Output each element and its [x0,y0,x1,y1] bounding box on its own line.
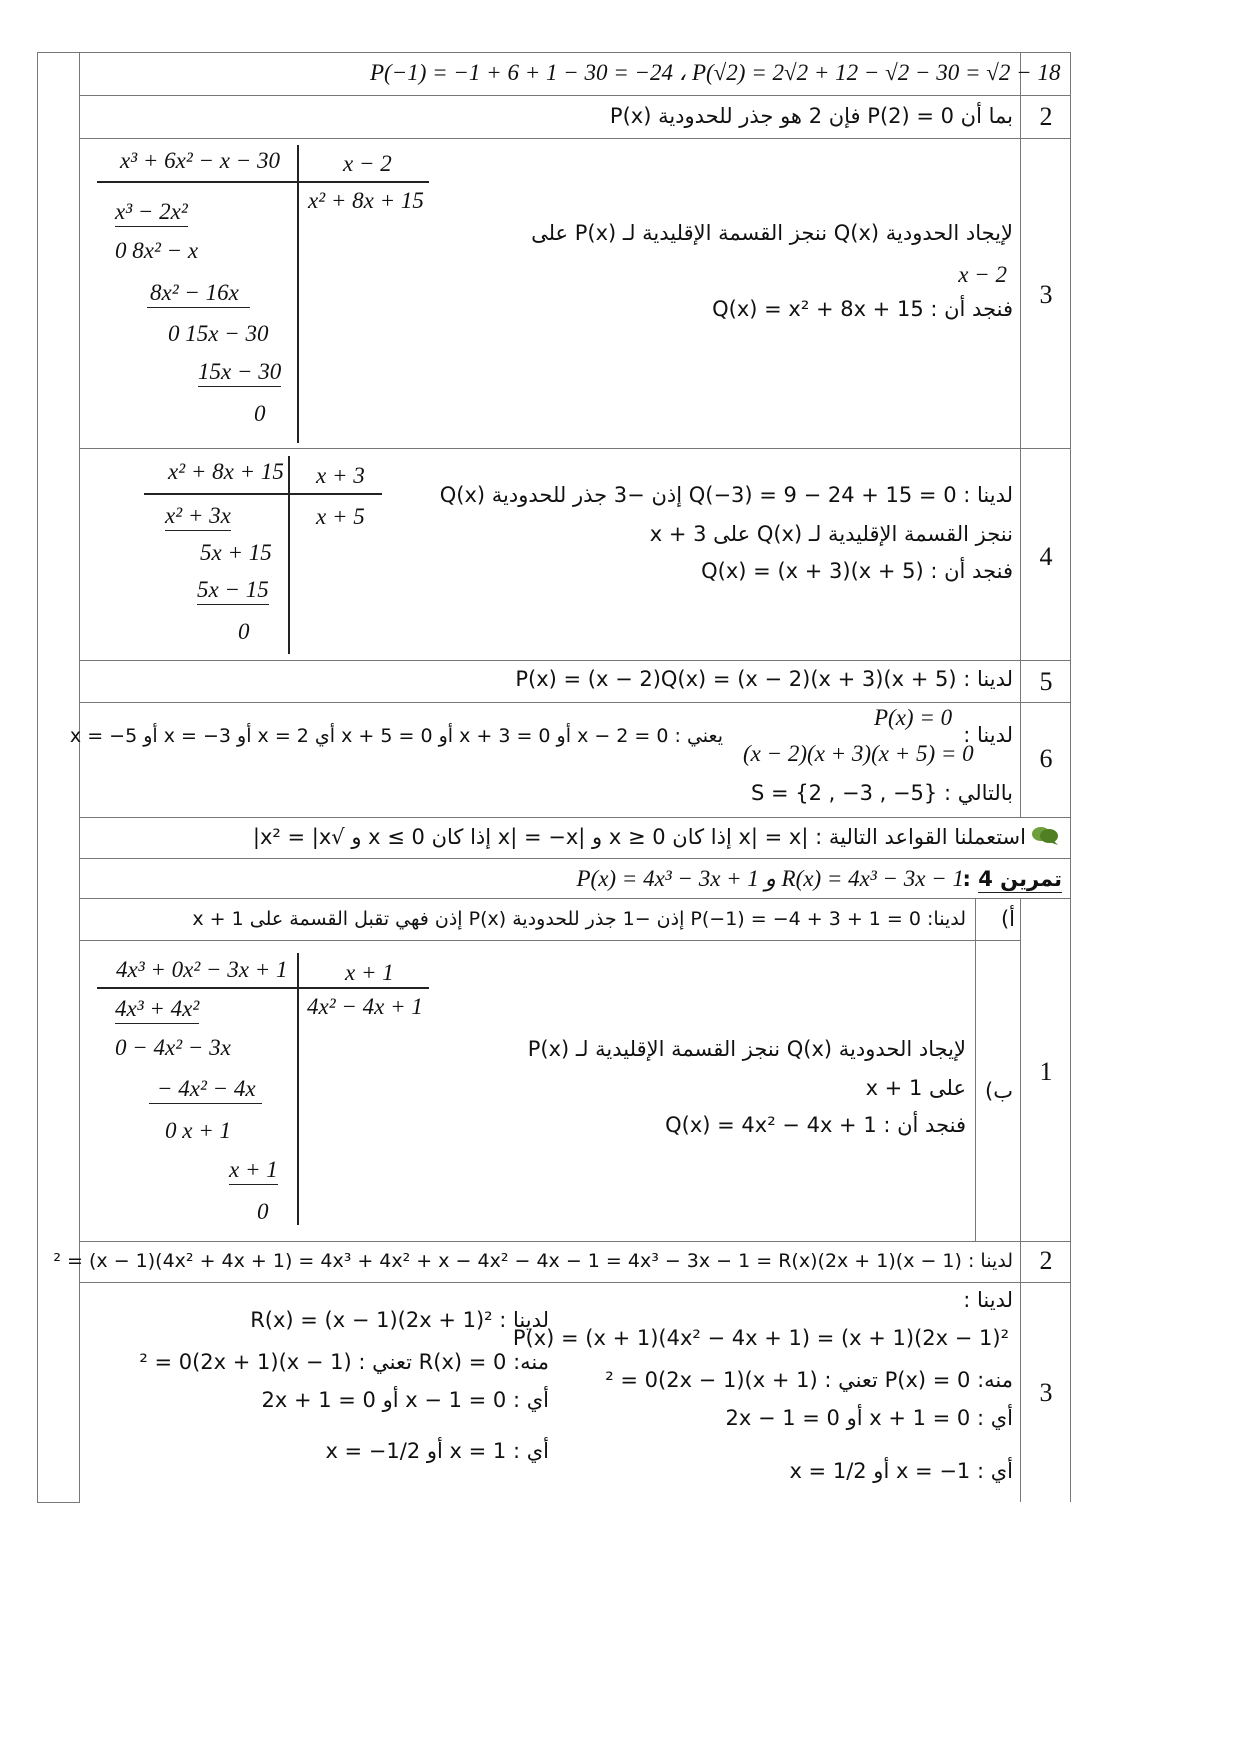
division-dividend: x² + 8x + 15 [168,459,284,484]
division-bar-horizontal [97,987,429,989]
division-step: x³ − 2x² [115,199,188,227]
division-step: 5x − 15 [197,577,269,605]
sub-label: أ) [1000,907,1015,931]
part3-left-line: لدينا : R(x) = (x − 1)(2x + 1)² [250,1308,549,1332]
row-sep [79,1282,1071,1283]
row-sep [79,817,1071,818]
division-quotient: 4x² − 4x + 1 [307,994,423,1019]
row-sep [79,702,1071,703]
row4-line3: فنجد أن : Q(x) = (x + 3)(x + 5) [701,559,1013,583]
division-quotient: x² + 8x + 15 [308,188,424,213]
part3-right-line: أي : x = −1 أو x = 1/2 [789,1459,1013,1483]
division-divisor: x + 3 [316,463,365,488]
division-step: 8x² − 16x [150,280,239,305]
row4-line1: لدينا : Q(−3) = 9 − 24 + 15 = 0 إذن −3 جذر للحدودية Q(x) [439,483,1013,507]
row3-line1: لإيجاد الحدودية Q(x) ننجز القسمة الإقليدية لـ P(x) على [531,221,1013,245]
rules-note: استعملنا القواعد التالية : |x| = x إذا كان x ≥ 0 و |x| = −x إذا كان x ≤ 0 و √x² = |x| [252,825,1026,849]
division-step: 15x − 30 [198,359,281,387]
division-step: 0 8x² − x [115,238,199,263]
row3-line3: فنجد أن : Q(x) = x² + 8x + 15 [712,297,1013,321]
division-step: 4x³ + 4x² [115,996,199,1024]
exercise-polynomials: P(x) = 4x³ − 3x + 1 و R(x) = 4x³ − 3x − 1 [576,866,964,891]
row5-text: لدينا : P(x) = (x − 2)Q(x) = (x − 2)(x + 3)(x + 5) [515,667,1013,691]
division-bar-vertical [288,456,290,654]
division-divisor: x + 1 [345,960,394,985]
division-dividend: x³ + 6x² − x − 30 [120,148,280,173]
part3-right-line: لدينا : [963,1288,1013,1312]
row-sep [79,660,1071,661]
frame-sub-col [975,898,976,1241]
frame-left-inner [79,52,80,1502]
row-sep [79,95,1071,96]
division-step: 0 [254,401,266,426]
row6-line1b: P(x) = 0 [874,705,953,730]
division-step: 0 − 4x² − 3x [115,1035,231,1060]
row4-line2: ننجز القسمة الإقليدية لـ Q(x) على x + 3 [649,522,1013,546]
division-bar-vertical [297,145,299,443]
part3-right-line: P(x) = (x + 1)(4x² − 4x + 1) = (x + 1)(2x − 1)² [512,1326,1009,1350]
division-step: − 4x² − 4x [157,1076,256,1101]
row-number: 5 [1039,667,1053,696]
row-number: 2 [1039,102,1053,131]
row-number: 1 [1039,1057,1053,1086]
frame-num-col-2 [1020,898,1021,1502]
row-sep [79,138,1071,139]
part3-left-line: أي : x − 1 = 0 أو 2x + 1 = 0 [261,1388,549,1412]
frame-top [37,52,1071,53]
row-sep [79,940,1021,941]
sub-label: ب) [985,1079,1013,1103]
row-number: 4 [1039,542,1053,571]
division-underline [149,1103,262,1104]
division-quotient: x + 5 [316,504,365,529]
part2-text: لدينا : (x − 1)(2x + 1)² = (x − 1)(4x² + 4x + 1) = 4x³ + 4x² + x − 4x² − 4x − 1 = 4x³ − 3x − 1 = R(x) [53,1250,1013,1272]
p-values-line: P(−1) = −1 + 6 + 1 − 30 = −24 ، P(√2) = 2√2 + 12 − √2 − 30 = √2 − 18 [370,60,1061,85]
division-step: 5x + 15 [200,540,272,565]
division-step: 0 x + 1 [165,1118,231,1143]
part3-right-line: منه: P(x) = 0 تعني : (x + 1)(2x − 1)² = 0 [605,1368,1013,1392]
frame-left-outer [37,52,38,1502]
part3-right-line: أي : x + 1 = 0 أو 2x − 1 = 0 [725,1406,1013,1430]
row-sep [79,448,1071,449]
division-bar-horizontal [144,493,382,495]
part1a-text: لدينا: P(−1) = −4 + 3 + 1 = 0 إذن −1 جذر للحدودية P(x) إذن فهي تقبل القسمة على x + 1 [192,908,966,930]
division-bar-vertical [297,953,299,1225]
division-underline [147,307,250,308]
frame-right-outer [1070,52,1071,1502]
row-sep [79,858,1071,859]
row3-line2: x − 2 [958,262,1007,287]
speech-bubble-icon [1030,824,1060,846]
division-divisor: x − 2 [343,151,392,176]
row-number: 6 [1039,744,1053,773]
division-step: 0 [257,1199,269,1224]
division-step: x² + 3x [165,503,231,531]
exercise-separator: : [962,867,979,891]
division-step: 0 [238,619,250,644]
division-bar-horizontal [97,181,429,183]
part1b-line1: لإيجاد الحدودية Q(x) ننجز القسمة الإقليدية لـ P(x) [527,1037,966,1061]
row-sep [79,898,1071,899]
division-step: 0 15x − 30 [168,321,269,346]
row6-line3: بالتالي : S = {2 , −3 , −5} [750,781,1013,805]
row6-line2b: يعني : x − 2 = 0 أو x + 3 = 0 أو x + 5 = 0 أي x = 2 أو x = −3 أو x = −5 [69,725,723,747]
row-number: 3 [1039,1378,1053,1407]
part1b-line2: على x + 1 [865,1076,966,1100]
row-sep [79,1241,1071,1242]
row6-line1a: لدينا : [963,723,1013,747]
exercise-label: تمرين 4 [978,867,1062,891]
row6-line2a: (x − 2)(x + 3)(x + 5) = 0 [743,741,974,766]
part3-left-line: منه: R(x) = 0 تعني : (x − 1)(2x + 1)² = 0 [139,1350,549,1374]
division-step: x + 1 [229,1157,278,1185]
frame-bottom [37,1502,80,1503]
row-number: 2 [1039,1246,1053,1275]
exercise-title [963,866,1062,892]
row-number: 3 [1039,280,1053,309]
part1b-line3: فنجد أن : Q(x) = 4x² − 4x + 1 [665,1113,966,1137]
part3-left-line: أي : x = 1 أو x = −1/2 [325,1439,549,1463]
row2-text: بما أن P(2) = 0 فإن 2 هو جذر للحدودية P(x) [609,104,1013,128]
division-dividend: 4x³ + 0x² − 3x + 1 [116,957,288,982]
